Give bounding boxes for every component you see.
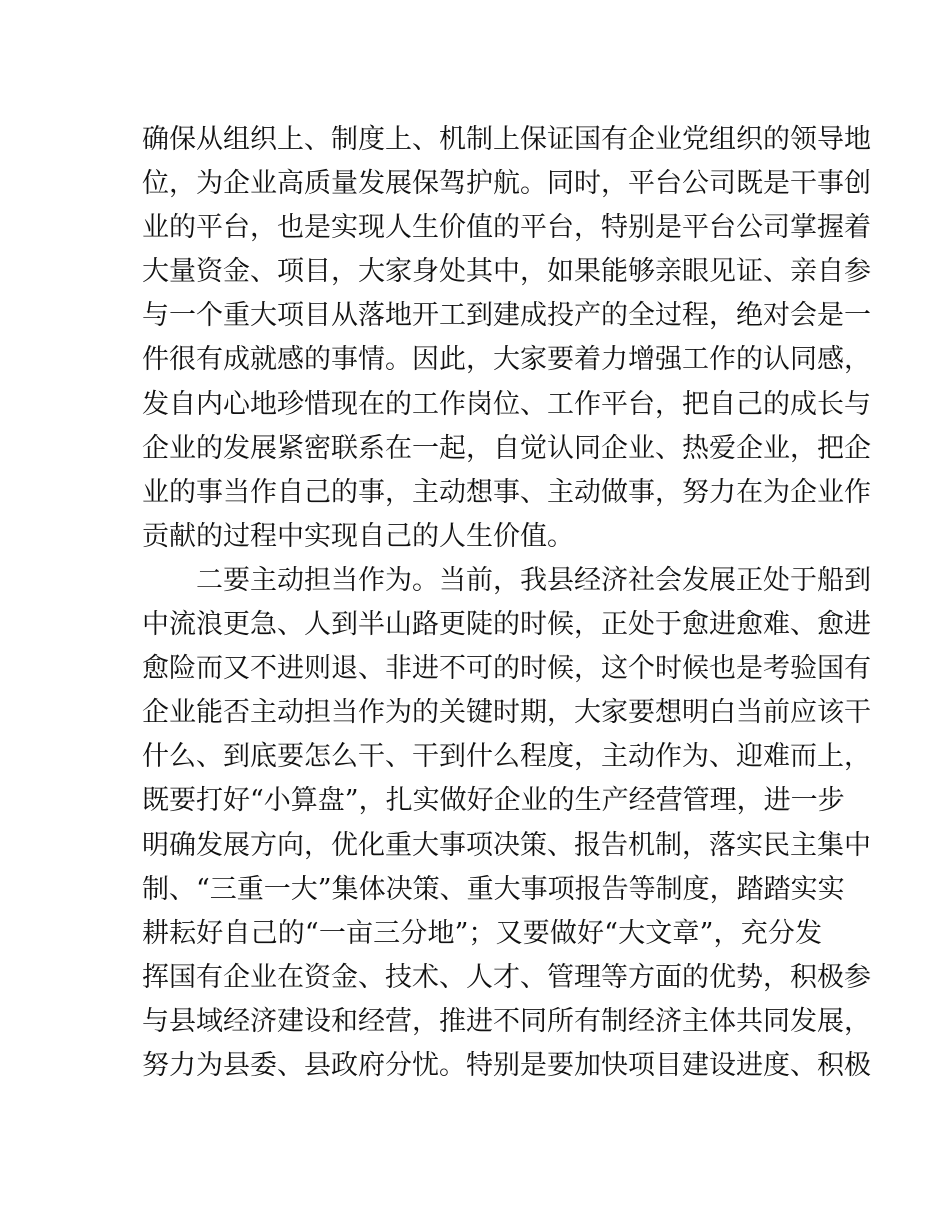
document-body (142, 118, 871, 1088)
text-line: 位，为企业高质量发展保驾护航。同时，平台公司既是干事创 (142, 168, 871, 200)
text-line: 大量资金、项目，大家身处其中，如果能够亲眼见证、亲自参 (142, 256, 871, 288)
text-line: 中流浪更急、人到半山路更陡的时候，正处于愈进愈难、愈进 (142, 609, 871, 641)
paragraph-1 (142, 118, 871, 559)
text-line: 与一个重大项目从落地开工到建成投产的全过程，绝对会是一 (142, 300, 871, 332)
text-line: 企业的发展紧密联系在一起，自觉认同企业、热爱企业，把企 (142, 432, 871, 464)
paragraph-2 (142, 559, 871, 1088)
text-line: 二要主动担当作为。当前，我县经济社会发展正处于船到 (196, 564, 871, 596)
text-line: 耕耘好自己的“一亩三分地”；又要做好“大文章”，充分发 (142, 917, 822, 949)
text-line: 企业能否主动担当作为的关键时期，大家要想明白当前应该干 (142, 697, 871, 729)
text-line: 确保从组织上、制度上、机制上保证国有企业党组织的领导地 (142, 124, 871, 155)
text-line: 制、“三重一大”集体决策、重大事项报告等制度，踏踏实实 (142, 873, 845, 905)
text-line: 努力为县委、县政府分忧。特别是要加快项目建设进度、积极 (142, 1049, 871, 1081)
text-line: 业的事当作自己的事，主动想事、主动做事，努力在为企业作 (142, 476, 871, 508)
text-line: 业的平台，也是实现人生价值的平台，特别是平台公司掌握着 (142, 212, 871, 244)
text-line: 什么、到底要怎么干、干到什么程度，主动作为、迎难而上， (142, 741, 871, 773)
text-line: 愈险而又不进则退、非进不可的时候，这个时候也是考验国有 (142, 653, 871, 685)
text-line: 挥国有企业在资金、技术、人才、管理等方面的优势，积极参 (142, 961, 871, 993)
text-line: 既要打好“小算盘”，扎实做好企业的生产经营管理，进一步 (142, 785, 845, 817)
text-line: 贡献的过程中实现自己的人生价值。 (142, 520, 574, 552)
text-line: 明确发展方向，优化重大事项决策、报告机制，落实民主集中 (142, 829, 871, 861)
text-line: 与县域经济建设和经营，推进不同所有制经济主体共同发展， (142, 1005, 871, 1037)
text-line: 件很有成就感的事情。因此，大家要着力增强工作的认同感， (142, 344, 871, 376)
text-line: 发自内心地珍惜现在的工作岗位、工作平台，把自己的成长与 (142, 388, 871, 420)
